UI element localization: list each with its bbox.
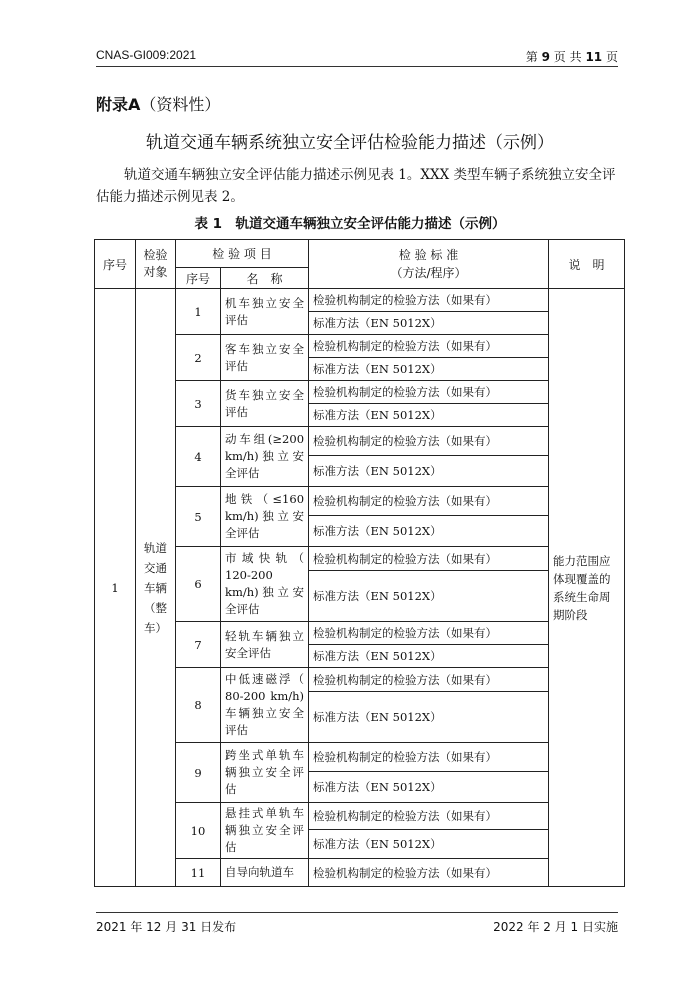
table-caption: 表 1 轨道交通车辆独立安全评估能力描述（示例） (194, 216, 506, 232)
page-indicator: 第 9 页 共 11 页 (525, 50, 618, 64)
header-item-seq: 序号 (176, 268, 221, 289)
method-cell: 检验机构制定的检验方法（如果有） (309, 289, 549, 312)
header-items: 检 验 项 目 (176, 240, 309, 268)
method-cell: 标准方法（EN 5012X） (309, 516, 549, 547)
item-name: 货车独立安全评估 (221, 381, 309, 427)
method-cell: 检验机构制定的检验方法（如果有） (309, 803, 549, 830)
method-cell: 标准方法（EN 5012X） (309, 772, 549, 803)
item-name: 客车独立安全评估 (221, 335, 309, 381)
method-cell: 检验机构制定的检验方法（如果有） (309, 622, 549, 645)
method-cell: 检验机构制定的检验方法（如果有） (309, 427, 549, 456)
item-seq: 2 (176, 335, 221, 381)
page-number: 9 (541, 50, 550, 64)
header-object: 检验对象 (136, 240, 176, 289)
method-cell: 检验机构制定的检验方法（如果有） (309, 335, 549, 358)
item-seq: 4 (176, 427, 221, 487)
method-cell: 标准方法（EN 5012X） (309, 830, 549, 859)
item-name: 动车组(≥200 km/h)独立安全评估 (221, 427, 309, 487)
item-name: 中低速磁浮（ 80-200 km/h)车辆独立安全评估 (221, 668, 309, 743)
page-footer (96, 912, 618, 933)
item-seq: 9 (176, 743, 221, 803)
method-cell: 检验机构制定的检验方法（如果有） (309, 743, 549, 772)
item-seq: 7 (176, 622, 221, 668)
page-total: 11 (585, 50, 603, 64)
method-cell: 检验机构制定的检验方法（如果有） (309, 859, 549, 887)
intro-paragraph: 轨道交通车辆独立安全评估能力描述示例见表 1。XXX 类型车辆子系统独立安全评估能力描述示例见表 2。 (96, 167, 616, 205)
item-name: 跨坐式单轨车辆独立安全评估 (221, 743, 309, 803)
test-object: 轨道交通车辆（整车） (136, 289, 176, 887)
item-seq: 6 (176, 547, 221, 622)
table-row (95, 289, 625, 312)
method-cell: 检验机构制定的检验方法（如果有） (309, 668, 549, 692)
issue-date: 2021 年 12 月 31 日发布 (96, 920, 237, 934)
capability-table (94, 239, 625, 887)
item-seq: 1 (176, 289, 221, 335)
item-name: 市域快轨（ 120-200 km/h)独立安全评估 (221, 547, 309, 622)
method-cell: 标准方法（EN 5012X） (309, 645, 549, 668)
row-seq: 1 (95, 289, 136, 887)
item-seq: 8 (176, 668, 221, 743)
item-name: 机车独立安全评估 (221, 289, 309, 335)
method-cell: 标准方法（EN 5012X） (309, 692, 549, 743)
item-seq: 5 (176, 487, 221, 547)
method-cell: 标准方法（EN 5012X） (309, 312, 549, 335)
effective-date: 2022 年 2 月 1 日实施 (493, 920, 618, 934)
header-note: 说 明 (549, 240, 625, 289)
item-name: 悬挂式单轨车辆独立安全评估 (221, 803, 309, 859)
note-cell: 能力范围应体现覆盖的系统生命周期阶段 (549, 289, 625, 887)
item-seq: 10 (176, 803, 221, 859)
item-name: 轻轨车辆独立安全评估 (221, 622, 309, 668)
item-seq: 11 (176, 859, 221, 887)
method-cell: 检验机构制定的检验方法（如果有） (309, 487, 549, 516)
document-id: CNAS-GI009:2021 (96, 48, 197, 62)
page-header (96, 46, 618, 67)
header-item-name: 名 称 (221, 268, 309, 289)
method-cell: 标准方法（EN 5012X） (309, 404, 549, 427)
appendix-heading: 附录A（资料性） (96, 95, 221, 114)
method-cell: 标准方法（EN 5012X） (309, 358, 549, 381)
method-cell: 检验机构制定的检验方法（如果有） (309, 547, 549, 571)
method-cell: 检验机构制定的检验方法（如果有） (309, 381, 549, 404)
method-cell: 标准方法（EN 5012X） (309, 456, 549, 487)
page-title: 轨道交通车辆系统独立安全评估检验能力描述（示例） (146, 133, 554, 153)
item-name: 地铁（≤160 km/h)独立安全评估 (221, 487, 309, 547)
item-seq: 3 (176, 381, 221, 427)
method-cell: 标准方法（EN 5012X） (309, 571, 549, 622)
header-standard: 检 验 标 准 （方法/程序） (309, 240, 549, 289)
item-name: 自导向轨道车 (221, 859, 309, 887)
header-seq: 序号 (95, 240, 136, 289)
